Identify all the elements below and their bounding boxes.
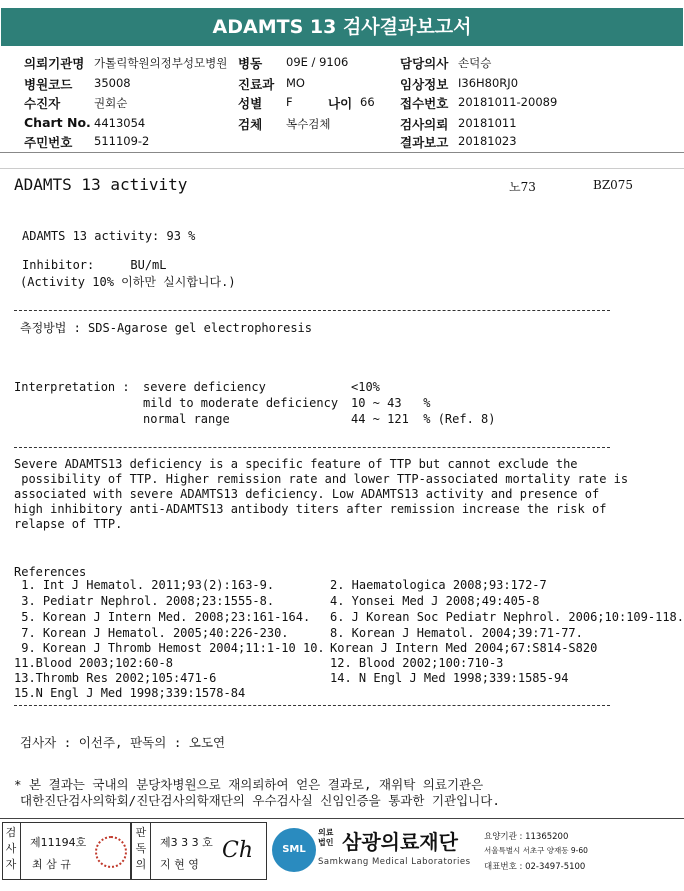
seal-icon [95,836,127,868]
institution-label: 의뢰기관명 [24,56,85,71]
request-date-value: 20181011 [458,116,517,130]
reference-item: 9. Korean J Thromb Hemost 2004;11:1-10 10. [14,641,325,655]
note-line-2: 대한진단검사의학회/진단검사의학재단의 우수검사실 신임인증을 통과한 기관입니다. [20,793,500,808]
foundation-prefix-1: 의료 [318,828,334,837]
dashed-divider-3 [14,705,610,706]
reader-name: 지 현 영 [160,858,199,871]
foundation-phone: 대표번호 : 02-3497-5100 [484,862,586,872]
reference-item: 1. Int J Hematol. 2011;93(2):163-9. [14,578,275,592]
institution-value: 가톨릭학원의정부성모병원 [94,56,228,70]
reader-box-divider [150,822,151,879]
reference-item: Korean J Intern Med 2004;67:S814-S820 [330,641,598,655]
info-row-1 [0,54,684,71]
signature-icon: Ch [222,838,254,863]
reference-item: 12. Blood 2002;100:710-3 [330,656,504,670]
interp-range-normal: 44 ~ 121 % (Ref. 8) [351,412,496,426]
reference-item: 11.Blood 2003;102:60-8 [14,656,173,670]
activity-value: ADAMTS 13 activity: 93 % [22,229,196,243]
references-title: References [14,565,87,579]
reader-license: 제3 3 3 호 [160,836,213,849]
reference-item: 2. Haematologica 2008;93:172-7 [330,578,547,592]
reference-item: 7. Korean J Hematol. 2005;40:226-230. [14,626,289,640]
inhibitor-note: (Activity 10% 이하만 실시합니다.) [20,275,236,289]
chart-no-value: 4413054 [94,116,146,130]
method-line: 측정방법 : SDS-Agarose gel electrophoresis [20,321,313,335]
report-title: ADAMTS 13 검사결과보고서 [1,8,683,46]
resident-no-label: 주민번호 [24,135,73,150]
institution-code: 요양기관 : 11365200 [484,832,569,842]
handwritten-note-1: 노73 [509,180,536,194]
examiner-line: 검사자 : 이선주, 판독의 : 오도연 [20,735,226,750]
sex-value: F [286,95,293,109]
handwritten-note-2: BZ075 [593,178,634,192]
reference-item: 8. Korean J Hematol. 2004;39:71-77. [330,626,583,640]
receipt-no-label: 접수번호 [400,96,449,111]
resident-no-value: 511109-2 [94,134,150,148]
info-row-2 [0,75,684,92]
age-label: 나이 [328,96,353,111]
result-heading: ADAMTS 13 activity [14,175,188,194]
doctor-value: 손덕승 [458,56,492,70]
comment-line: Severe ADAMTS13 deficiency is a specific feature of TTP but cannot exclude the [14,457,578,471]
sml-logo-icon: SML [272,828,316,872]
chart-no-label: Chart No. [24,115,91,130]
interpretation-label: Interpretation : [14,380,130,394]
clinical-info-label: 임상정보 [400,77,449,92]
info-divider-2 [0,168,684,169]
reference-item: 6. J Korean Soc Pediatr Nephrol. 2006;10:109-118. [330,610,684,624]
comment-line: high inhibitory anti-ADAMTS13 antibody titers after remission increase the risk of [14,502,607,516]
hospital-code-value: 35008 [94,76,131,90]
report-date-value: 20181023 [458,134,517,148]
department-value: MO [286,76,305,90]
examiner-license: 제11194호 [30,836,87,849]
age-value: 66 [360,95,375,109]
hospital-code-label: 병원코드 [24,77,73,92]
foundation-prefix-2: 법인 [318,838,334,847]
footer-divider [0,818,684,819]
reference-item: 4. Yonsei Med J 2008;49:405-8 [330,594,540,608]
report-date-label: 결과보고 [400,135,449,150]
comment-line: relapse of TTP. [14,517,123,531]
dashed-divider-2 [14,447,610,448]
ward-label: 병동 [238,56,263,71]
specimen-label: 검체 [238,117,263,132]
reader-box-label: 판독의 [135,826,147,871]
reference-item: 3. Pediatr Nephrol. 2008;23:1555-8. [14,594,275,608]
dashed-divider-1 [14,310,610,311]
foundation-english-name: Samkwang Medical Laboratories [318,857,471,867]
sex-label: 성별 [238,96,263,111]
comment-line: associated with severe ADAMTS13 deficiency. Low ADAMTS13 activity and presence of [14,487,600,501]
report-header [0,0,684,48]
info-row-4 [0,115,684,132]
note-line-1: * 본 결과는 국내의 분당차병원으로 재의뢰하여 얻은 결과로, 재위탁 의료기관은 [14,777,484,792]
reference-item: 14. N Engl J Med 1998;339:1585-94 [330,671,569,685]
collector-label: 수진자 [24,96,61,111]
interp-name-mild: mild to moderate deficiency [143,396,339,410]
comment-line: possibility of TTP. Higher remission rate and lower TTP-associated mortality rate is [14,472,629,486]
doctor-label: 담당의사 [400,56,449,71]
foundation-address: 서울특별시 서초구 양재동 9-60 [484,846,588,855]
interp-range-mild: 10 ~ 43 % [351,396,431,410]
ward-value: 09E / 9106 [286,55,349,69]
examiner-box-divider [20,822,21,879]
interp-range-severe: <10% [351,380,380,394]
foundation-prefix [318,828,333,848]
foundation-name: 삼광의료재단 [342,830,458,854]
request-label: 검사의뢰 [400,117,449,132]
department-label: 진료과 [238,77,275,92]
inhibitor-value: Inhibitor: BU/mL [22,258,167,272]
reference-item: 5. Korean J Intern Med. 2008;23:161-164. [14,610,311,624]
receipt-no-value: 20181011-20089 [458,95,558,109]
interp-name-normal: normal range [143,412,230,426]
info-row-3 [0,94,684,111]
specimen-value: 복수검체 [286,117,331,131]
reference-item: 15.N Engl J Med 1998;339:1578-84 [14,686,246,700]
examiner-box-label: 검사자 [5,826,17,871]
info-divider [0,152,684,153]
interp-name-severe: severe deficiency [143,380,266,394]
examiner-name: 최 삼 규 [32,858,71,871]
reference-item: 13.Thromb Res 2002;105:471-6 [14,671,217,685]
collector-value: 권회순 [94,96,128,110]
clinical-info-value: I36H80RJ0 [458,76,519,90]
info-row-5 [0,133,684,150]
